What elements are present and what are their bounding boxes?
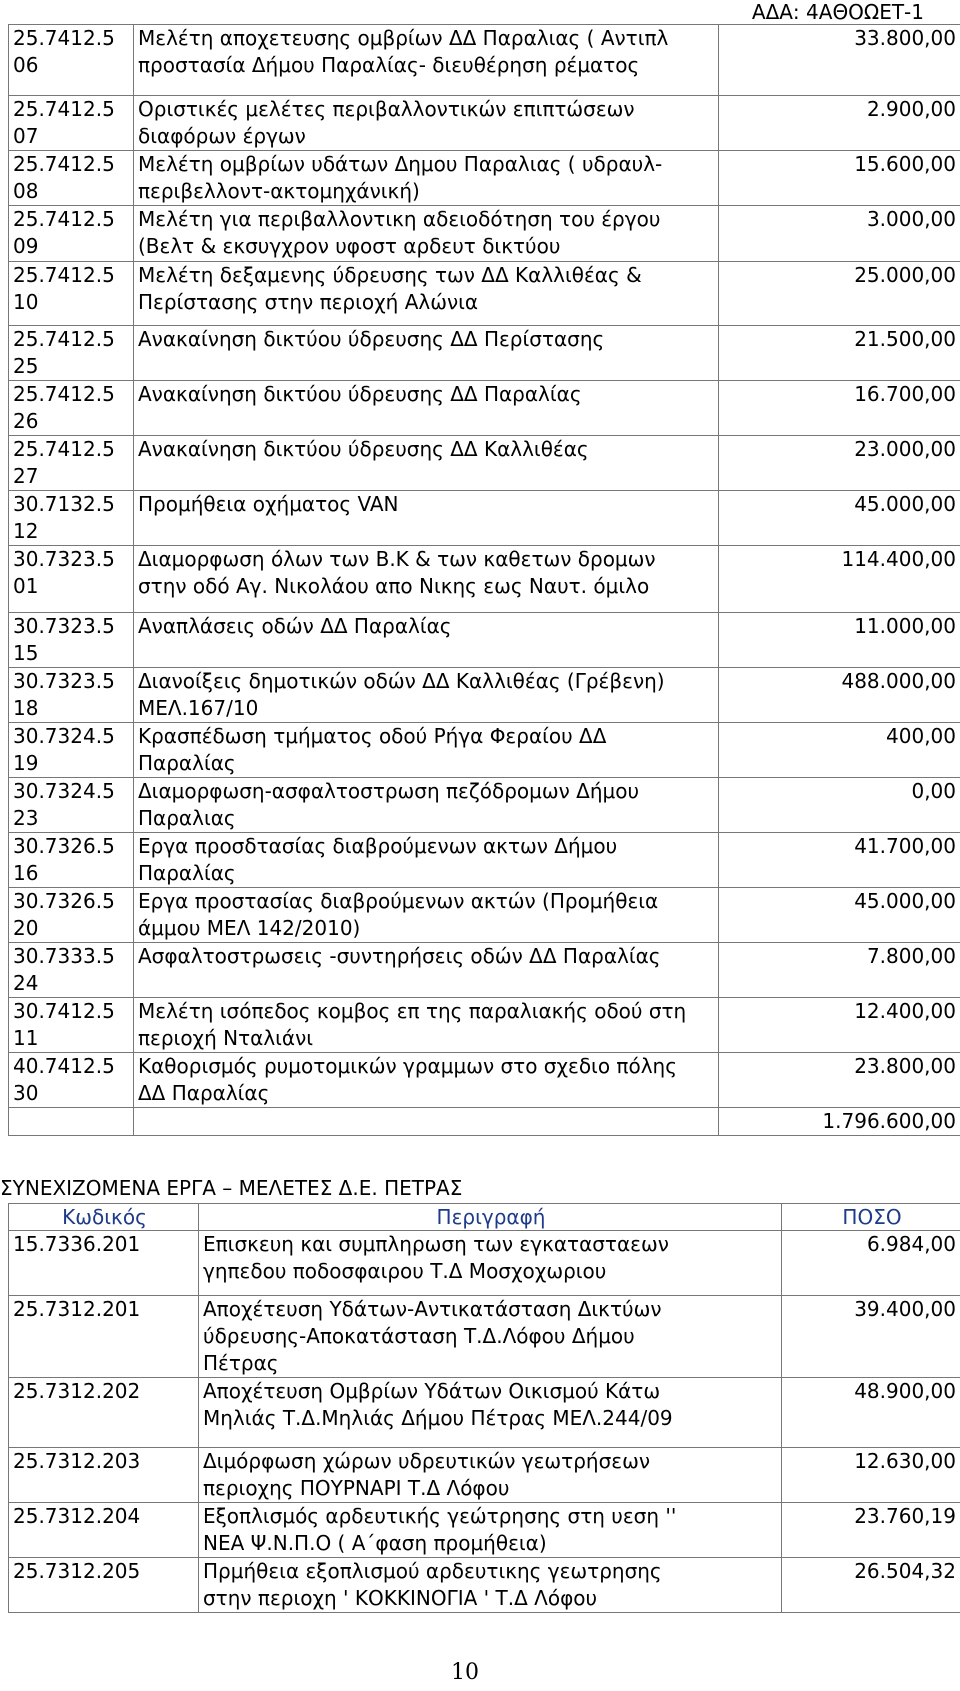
row-amount: 23.000,00 <box>719 436 960 491</box>
row-amount: 6.984,00 <box>782 1231 960 1296</box>
row-code: 25.7312.204 <box>9 1503 199 1558</box>
table-row <box>9 1296 960 1378</box>
row-description: Ασφαλτοστρωσεις -συντηρήσεις οδών ΔΔ Παραλίας <box>134 943 719 998</box>
table-row <box>9 943 960 998</box>
row-description: Μελέτη ομβρίων υδάτων Δημου Παραλιας ( υδραυλ- περιβελλοντ-ακτομηχάνική) <box>134 151 719 206</box>
row-description: Μελέτη δεξαμενης ύδρευσης των ΔΔ Καλλιθέας & Περίστασης στην περιοχή Αλώνια <box>134 262 719 326</box>
row-amount: 400,00 <box>719 723 960 778</box>
table-row <box>9 206 960 262</box>
row-description: Εργα προστασίας διαβρούμενων ακτών (Προμήθεια άμμου ΜΕΛ 142/2010) <box>134 888 719 943</box>
ada-reference: ΑΔΑ: 4ΑΘΟΩΕΤ-1 <box>751 0 924 24</box>
row-amount: 15.600,00 <box>719 151 960 206</box>
table-header-row <box>9 1204 960 1231</box>
header-code: Κωδικός <box>9 1204 199 1231</box>
row-description: Διανοίξεις δημοτικών οδών ΔΔ Καλλιθέας (Γρέβενη) ΜΕΛ.167/10 <box>134 668 719 723</box>
row-description: Ανακαίνηση δικτύου ύδρευσης ΔΔ Καλλιθέας <box>134 436 719 491</box>
row-description: Εργα προσδτασίας διαβρούμενων ακτων Δήμου Παραλίας <box>134 833 719 888</box>
row-description: Προμήθεια οχήματος VAN <box>134 491 719 546</box>
projects-table <box>8 24 960 1136</box>
row-code: 30.7412.5 11 <box>9 998 134 1053</box>
row-code: 30.7323.5 15 <box>9 613 134 668</box>
table-row <box>9 723 960 778</box>
row-code: 25.7412.5 10 <box>9 262 134 326</box>
header-amount: ΠΟΣΟ <box>782 1204 960 1231</box>
section-title: ΣΥΝΕΧΙΖΟΜΕΝΑ ΕΡΓΑ – ΜΕΛΕΤΕΣ Δ.Ε. ΠΕΤΡΑΣ <box>0 1176 463 1200</box>
row-description: Αποχέτευση Υδάτων-Αντικατάσταση Δικτύων ύδρευσης-Αποκατάσταση Τ.Δ.Λόφου Δήμου Πέτρας <box>199 1296 782 1378</box>
row-code: 30.7323.5 18 <box>9 668 134 723</box>
row-code: 25.7412.5 06 <box>9 25 134 96</box>
row-amount: 25.000,00 <box>719 262 960 326</box>
row-description: Εξοπλισμός αρδευτικής γεώτρησης στη υεση '' ΝΕΑ Ψ.Ν.Π.Ο ( Α΄φαση προμήθεια) <box>199 1503 782 1558</box>
row-description: Ανακαίνηση δικτύου ύδρευσης ΔΔ Περίστασης <box>134 326 719 381</box>
row-code: 25.7412.5 09 <box>9 206 134 262</box>
row-code: 30.7324.5 19 <box>9 723 134 778</box>
row-code: 25.7412.5 07 <box>9 96 134 151</box>
row-amount: 45.000,00 <box>719 888 960 943</box>
total-amount: 1.796.600,00 <box>719 1108 960 1136</box>
table-row <box>9 778 960 833</box>
row-amount: 12.630,00 <box>782 1448 960 1503</box>
row-code: 30.7323.5 01 <box>9 546 134 613</box>
row-amount: 23.800,00 <box>719 1053 960 1108</box>
row-amount: 23.760,19 <box>782 1503 960 1558</box>
table-row <box>9 1053 960 1108</box>
row-description: Πρμήθεια εξοπλισμού αρδευτικης γεωτρησης στην περιοχη ' ΚΟΚΚΙΝΟΓΙΑ ' Τ.Δ Λόφου <box>199 1558 782 1613</box>
row-amount: 0,00 <box>719 778 960 833</box>
row-description: Κρασπέδωση τμήματος οδού Ρήγα Φεραίου ΔΔ Παραλίας <box>134 723 719 778</box>
table-row <box>9 998 960 1053</box>
petra-projects-table <box>8 1203 960 1613</box>
row-amount: 3.000,00 <box>719 206 960 262</box>
table-row <box>9 262 960 326</box>
row-code: 25.7312.203 <box>9 1448 199 1503</box>
row-amount: 16.700,00 <box>719 381 960 436</box>
header-description: Περιγραφή <box>199 1204 782 1231</box>
row-amount: 45.000,00 <box>719 491 960 546</box>
row-code: 25.7312.205 <box>9 1558 199 1613</box>
row-code: 30.7333.5 24 <box>9 943 134 998</box>
table-row <box>9 96 960 151</box>
row-code: 25.7412.5 27 <box>9 436 134 491</box>
total-row <box>9 1108 960 1136</box>
row-description: Οριστικές μελέτες περιβαλλοντικών επιπτώσεων διαφόρων έργων <box>134 96 719 151</box>
row-description: Καθορισμός ρυμοτομικών γραμμων στο σχεδιο πόλης ΔΔ Παραλίας <box>134 1053 719 1108</box>
row-description: Μελέτη αποχετευσης ομβρίων ΔΔ Παραλιας ( Αντιπλ προστασία Δήμου Παραλίας- διευθέρηση ρέματος <box>134 25 719 96</box>
row-amount: 114.400,00 <box>719 546 960 613</box>
row-amount: 7.800,00 <box>719 943 960 998</box>
row-description: Αναπλάσεις οδών ΔΔ Παραλίας <box>134 613 719 668</box>
row-amount: 41.700,00 <box>719 833 960 888</box>
table-row <box>9 1378 960 1448</box>
table-row <box>9 1503 960 1558</box>
table-row <box>9 381 960 436</box>
row-code: 30.7326.5 16 <box>9 833 134 888</box>
row-code: 25.7412.5 26 <box>9 381 134 436</box>
row-code: 30.7132.5 12 <box>9 491 134 546</box>
table-row <box>9 326 960 381</box>
page-number: 10 <box>451 1660 479 1685</box>
row-amount: 21.500,00 <box>719 326 960 381</box>
row-description: Διμόρφωση χώρων υδρευτικών γεωτρήσεων περιοχης ΠΟΥΡΝΑΡΙ Τ.Δ Λόφου <box>199 1448 782 1503</box>
total-empty-code <box>9 1108 134 1136</box>
row-amount: 39.400,00 <box>782 1296 960 1378</box>
table-row <box>9 1231 960 1296</box>
total-empty-desc <box>134 1108 719 1136</box>
table-row <box>9 833 960 888</box>
row-code: 25.7312.201 <box>9 1296 199 1378</box>
table-row <box>9 25 960 96</box>
table-row <box>9 668 960 723</box>
row-amount: 33.800,00 <box>719 25 960 96</box>
row-description: Μελέτη για περιβαλλοντικη αδειοδότηση του έργου (Βελτ & εκσυγχρον υφοστ αρδευτ δικτύου <box>134 206 719 262</box>
row-description: Αποχέτευση Ομβρίων Υδάτων Οικισμού Κάτω Μηλιάς Τ.Δ.Μηλιάς Δήμου Πέτρας ΜΕΛ.244/09 <box>199 1378 782 1448</box>
row-description: Διαμορφωση-ασφαλτοστρωση πεζόδρομων Δήμου Παραλιας <box>134 778 719 833</box>
row-amount: 48.900,00 <box>782 1378 960 1448</box>
row-description: Ανακαίνηση δικτύου ύδρευσης ΔΔ Παραλίας <box>134 381 719 436</box>
row-code: 25.7312.202 <box>9 1378 199 1448</box>
row-amount: 12.400,00 <box>719 998 960 1053</box>
row-amount: 488.000,00 <box>719 668 960 723</box>
row-amount: 11.000,00 <box>719 613 960 668</box>
row-code: 40.7412.5 30 <box>9 1053 134 1108</box>
row-code: 15.7336.201 <box>9 1231 199 1296</box>
row-code: 30.7324.5 23 <box>9 778 134 833</box>
table-row <box>9 151 960 206</box>
table-row <box>9 491 960 546</box>
row-description: Διαμορφωση όλων των Β.Κ & των καθετων δρομων στην οδό Αγ. Νικολάου απο Νικης εως Ναυτ. όμιλο <box>134 546 719 613</box>
table-row <box>9 1448 960 1503</box>
row-code: 25.7412.5 25 <box>9 326 134 381</box>
row-code: 30.7326.5 20 <box>9 888 134 943</box>
row-description: Μελέτη ισόπεδος κομβος επ της παραλιακής οδού στη περιοχή Νταλιάνι <box>134 998 719 1053</box>
row-amount: 26.504,32 <box>782 1558 960 1613</box>
row-code: 25.7412.5 08 <box>9 151 134 206</box>
table-row <box>9 1558 960 1613</box>
row-amount: 2.900,00 <box>719 96 960 151</box>
table-row <box>9 613 960 668</box>
table-row <box>9 436 960 491</box>
table-row <box>9 888 960 943</box>
row-description: Επισκευη και συμπληρωση των εγκατασταεων γηπεδου ποδοσφαιρου Τ.Δ Μοσχοχωριου <box>199 1231 782 1296</box>
table-row <box>9 546 960 613</box>
